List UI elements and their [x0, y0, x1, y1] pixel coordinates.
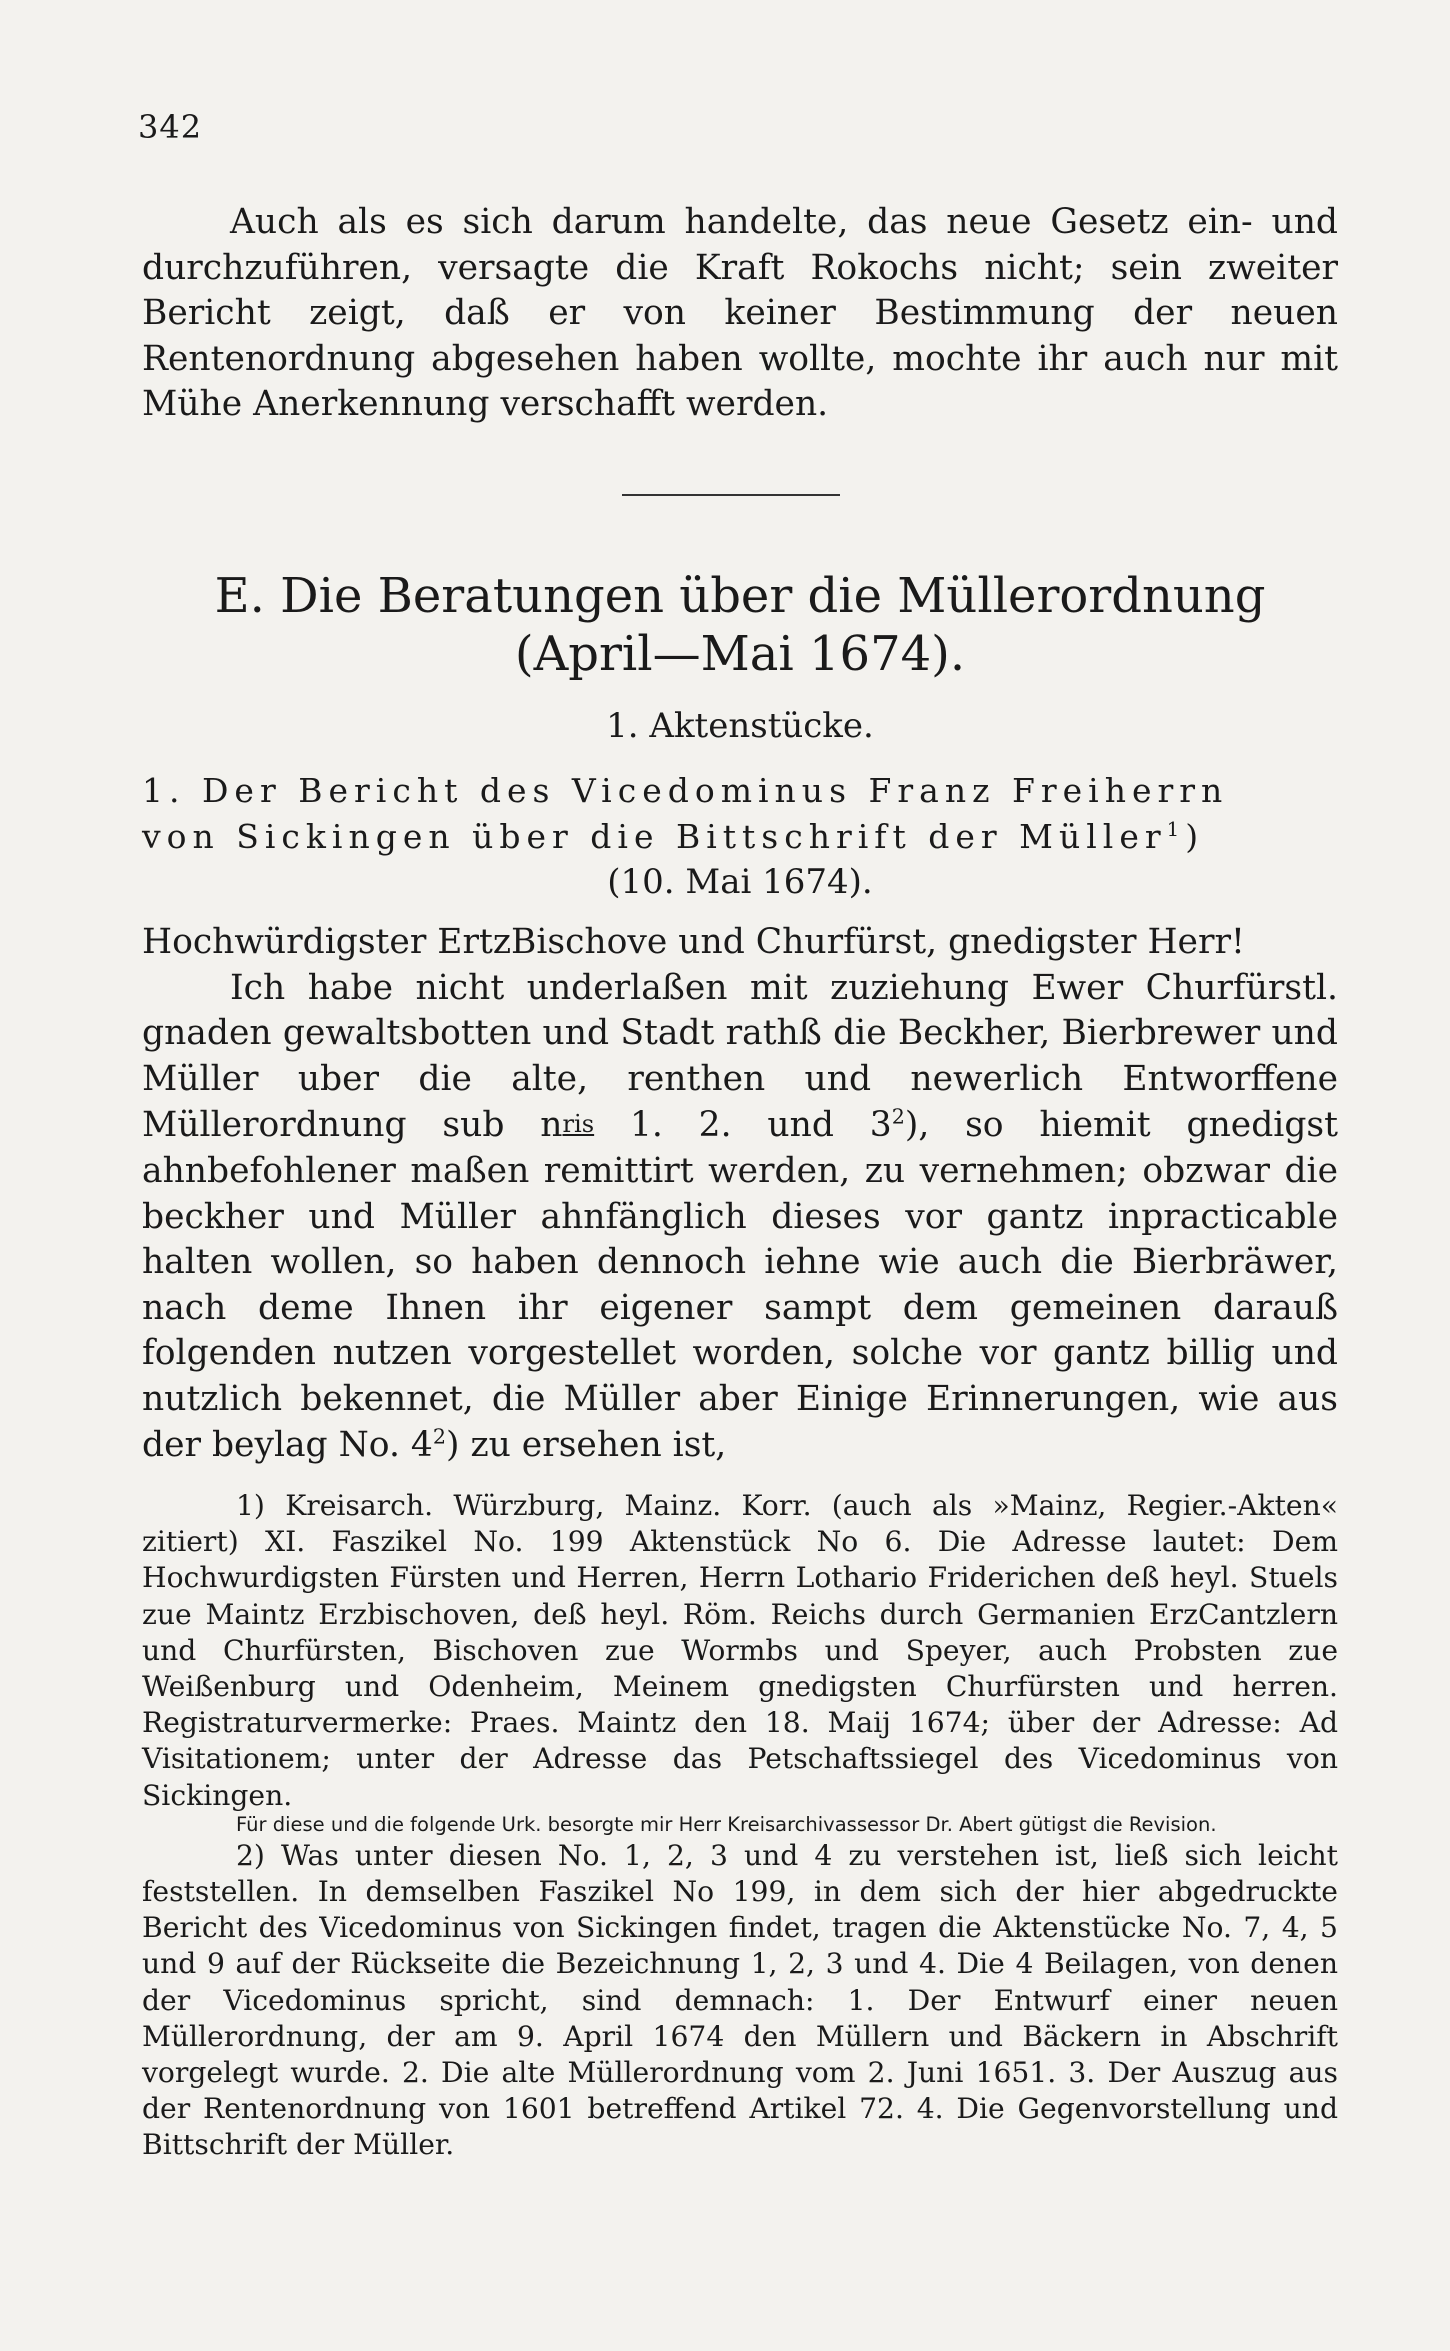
body-text-part3: ), so hiemit gnedigst ahnbefohlener maßen remittirt werden, zu vernehmen; obzwar die beckher und Müller ahnfänglich dieses vor gantz inpracticable halten wollen, so haben dennoch iehne wie auch die Bierbräwer, nach deme Ihnen ihr eigener sampt dem gemeinen darauß folgenden nutzen vorgestellet worden, solche vor gantz billig und nutzlich bekennet, die Müller aber Einige Erinnerungen, wie aus der beylag No. 4 — [142, 1105, 1338, 1465]
document-title-line2 — [142, 814, 1338, 860]
section-divider — [622, 494, 840, 496]
document-title-close-paren: ) — [1185, 817, 1205, 856]
footnote-1-note: Für diese und die folgende Urk. besorgte mir Herr Kreisarchivassessor Dr. Abert gütigst die Revision. — [236, 1812, 1217, 1836]
document-body-paragraph — [142, 966, 1338, 1469]
intro-paragraph: Auch als es sich darum handelte, das neue Gesetz ein- und durchzuführen, versagte die Kraft Rokochs nicht; sein zweiter Bericht zeigt, daß er von keiner Bestimmung der neuen Rentenordnung abgesehen haben wollte, mochte ihr auch nur mit Mühe Anerkennung verschafft werden. — [142, 202, 1338, 425]
footnote-ref-1: 1 — [1166, 818, 1186, 841]
section-heading-line1: E. Die Beratungen über die Müllerordnung — [214, 568, 1266, 624]
footnote-1: 1) Kreisarch. Würzburg, Mainz. Korr. (auch als »Mainz, Regier.-Akten« zitiert) XI. Faszikel No. 199 Aktenstück No 6. Die Adresse lautet: Dem Hochwurdigsten Fürsten und Herren, Herrn Lothario Friderichen deß heyl. Stuels zue Maintz Erzbischoven, deß heyl. Röm. Reichs durch Germanien ErzCantzlern und Churfürsten, Bischoven zue Wormbs und Speyer, auch Probsten zue Weißenburg und Odenheim, Meinem gnedigsten Churfürsten und herren. Registraturvermerke: Praes. Maintz den 18. Maij 1674; über der Adresse: Ad Visitationem; unter der Adresse das Petschaftssiegel des Vicedominus von Sickingen. — [142, 1489, 1338, 1812]
document-title-block — [142, 768, 1338, 904]
document-date: (10. Mai 1674). — [607, 862, 873, 902]
salutation: Hochwürdigster ErtzBischove und Churfürst, gnedigster Herr! — [142, 922, 1245, 962]
intro-block — [142, 200, 1338, 428]
document-title-line1 — [142, 768, 1338, 814]
footnote-ref-2a: 2 — [891, 1104, 905, 1129]
footnotes-block — [142, 1488, 1338, 2164]
page-number: 342 — [138, 108, 203, 146]
body-ris-abbrev: ris — [562, 1110, 595, 1139]
document-title-line2-text: von Sickingen über die Bittschrift der Müller — [142, 817, 1167, 856]
document-body — [142, 920, 1338, 1468]
footnote-ref-2b: 2 — [432, 1424, 447, 1449]
section-heading-line2: (April—Mai 1674). — [514, 626, 966, 682]
section-subheading: 1. Aktenstücke. — [606, 706, 874, 746]
document-title-line1-text: 1. Der Bericht des Vicedominus Franz Freiherrn — [142, 771, 1229, 810]
body-text-part2: 1. 2. und 3 — [594, 1105, 892, 1146]
body-text-part4: ) zu ersehen ist, — [446, 1424, 727, 1465]
body-text-part1: Ich habe nicht underlaßen mit zuziehung Ewer Churfürstl. gnaden gewaltsbotten und Stadt rathß die Beckher, Bierbrewer und Müller uber die alte, renthen und newerlich Entworffene Müllerordnung sub n — [142, 967, 1338, 1146]
footnote-2: 2) Was unter diesen No. 1, 2, 3 und 4 zu verstehen ist, ließ sich leicht feststellen. In demselben Faszikel No 199, in dem sich der hier abgedruckte Bericht des Vicedominus von Sickingen findet, tragen die Aktenstücke No. 7, 4, 5 und 9 auf der Rückseite die Bezeichnung 1, 2, 3 und 4. Die 4 Beilagen, von denen der Vicedominus spricht, sind demnach: 1. Der Entwurf einer neuen Müllerordnung, der am 9. April 1674 den Müllern und Bäckern in Abschrift vorgelegt wurde. 2. Die alte Müllerordnung vom 2. Juni 1651. 3. Der Auszug aus der Rentenordnung von 1601 betreffend Artikel 72. 4. Die Gegenvorstellung und Bittschrift der Müller. — [142, 1838, 1338, 2162]
